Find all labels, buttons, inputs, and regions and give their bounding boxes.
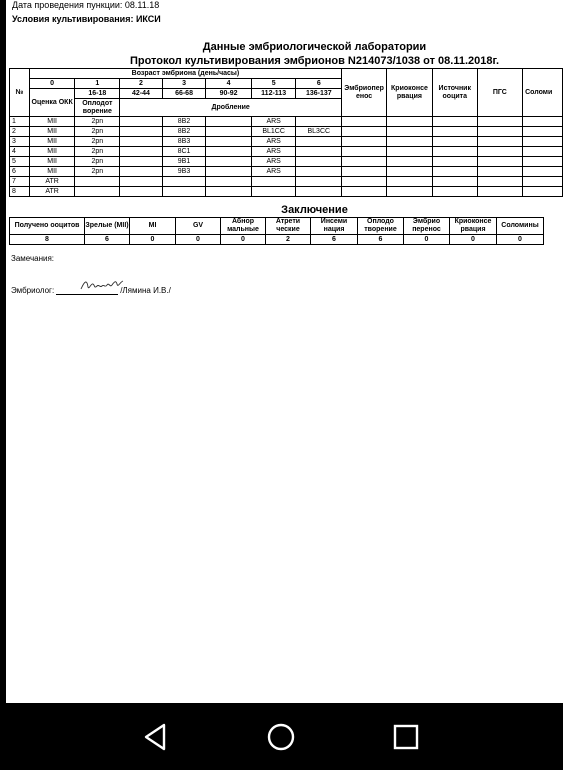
cell-n: 7 <box>10 177 30 187</box>
cell-d4 <box>206 177 252 187</box>
cell-okk: MII <box>29 147 75 157</box>
cryo-header: Криоконсе рвация <box>387 69 433 117</box>
conclusion-value: 0 <box>176 235 221 245</box>
puncture-date: Дата проведения пункции: 08.11.18 <box>12 0 160 10</box>
conclusion-header: Абнор мальные <box>221 218 266 235</box>
cell-empty <box>342 147 387 157</box>
day-header: 2 <box>120 79 163 89</box>
conclusion-value: 0 <box>404 235 450 245</box>
cell-d5: ARS <box>251 157 296 167</box>
document-page <box>6 0 563 703</box>
cell-d2 <box>120 177 163 187</box>
cell-empty <box>432 157 477 167</box>
cell-d2 <box>120 117 163 127</box>
cell-d3 <box>162 177 206 187</box>
cell-d6 <box>296 117 342 127</box>
cell-d5: ARS <box>251 117 296 127</box>
cell-d3: 8B2 <box>162 117 206 127</box>
cell-empty <box>477 117 522 127</box>
cell-empty <box>342 187 387 197</box>
table-row <box>10 117 563 127</box>
straws-header: Соломи <box>523 69 563 117</box>
cell-d3: 9B3 <box>162 167 206 177</box>
hours-header: 112-113 <box>251 89 296 99</box>
cultivation-conditions: Условия культивирования: ИКСИ <box>12 14 161 24</box>
cell-empty <box>342 127 387 137</box>
cell-d2 <box>120 187 163 197</box>
cell-d6 <box>296 137 342 147</box>
cell-n: 1 <box>10 117 30 127</box>
home-icon[interactable] <box>265 721 297 753</box>
hours-header: 136-137 <box>296 89 342 99</box>
cell-empty <box>342 117 387 127</box>
cell-d2 <box>120 157 163 167</box>
cell-d1 <box>75 187 120 197</box>
day-header: 6 <box>296 79 342 89</box>
cell-empty <box>387 147 433 157</box>
cell-empty <box>523 167 563 177</box>
cell-d3: 8B3 <box>162 137 206 147</box>
conclusion-header: Соломины <box>497 218 544 235</box>
cell-d6 <box>296 147 342 157</box>
cell-d5: ARS <box>251 167 296 177</box>
cell-empty <box>477 127 522 137</box>
cell-empty <box>387 127 433 137</box>
cell-empty <box>387 167 433 177</box>
cell-empty <box>523 187 563 197</box>
conclusion-header: Эмбрио перенос <box>404 218 450 235</box>
conclusion-header: Зрелые (MII) <box>85 218 130 235</box>
cell-d4 <box>206 187 252 197</box>
cell-okk: ATR <box>29 187 75 197</box>
cell-d1 <box>75 177 120 187</box>
day-header: 1 <box>75 79 120 89</box>
cell-d4 <box>206 167 252 177</box>
cell-d2 <box>120 147 163 157</box>
conclusion-value: 6 <box>85 235 130 245</box>
navigation-bar <box>0 703 563 770</box>
cell-empty <box>477 157 522 167</box>
table-row <box>10 127 563 137</box>
cell-empty <box>477 167 522 177</box>
cell-empty <box>342 137 387 147</box>
no-header: № <box>10 69 30 117</box>
cell-d2 <box>120 127 163 137</box>
notes-label: Замечания: <box>11 254 55 263</box>
cell-empty <box>477 137 522 147</box>
cell-d1: 2pn <box>75 137 120 147</box>
cleavage-header: Дробление <box>120 99 342 117</box>
conclusion-value: 6 <box>358 235 404 245</box>
cell-d3: 9B1 <box>162 157 206 167</box>
cell-empty <box>387 187 433 197</box>
conclusion-table <box>9 217 544 245</box>
cell-d5 <box>251 177 296 187</box>
cell-d1: 2pn <box>75 157 120 167</box>
cell-empty <box>523 147 563 157</box>
embryologist-name: /Лямина И.В./ <box>120 286 171 295</box>
cell-d6 <box>296 187 342 197</box>
fert-header: Оплодот ворение <box>75 99 120 117</box>
cell-n: 2 <box>10 127 30 137</box>
conclusion-header: Получено ооцитов <box>10 218 85 235</box>
hours-header: 90-92 <box>206 89 252 99</box>
table-row <box>10 177 563 187</box>
day-header: 5 <box>251 79 296 89</box>
embryologist-line <box>11 286 171 295</box>
cell-empty <box>523 177 563 187</box>
cell-d5 <box>251 187 296 197</box>
cell-empty <box>342 167 387 177</box>
hours-header: 42-44 <box>120 89 163 99</box>
conclusion-value: 0 <box>450 235 497 245</box>
cell-empty <box>477 147 522 157</box>
cell-d1: 2pn <box>75 147 120 157</box>
cell-empty <box>432 177 477 187</box>
cell-empty <box>477 187 522 197</box>
table-row <box>10 137 563 147</box>
embryo-table <box>9 68 563 197</box>
day-header: 4 <box>206 79 252 89</box>
cell-empty <box>432 137 477 147</box>
table-row <box>10 147 563 157</box>
conclusion-header: Атрети ческие <box>266 218 311 235</box>
conclusion-value: 2 <box>266 235 311 245</box>
pgs-header: ПГС <box>477 69 522 117</box>
protocol-title: Протокол культивирования эмбрионов N214073/1038 от 08.11.2018г. <box>129 55 500 67</box>
cell-d1: 2pn <box>75 117 120 127</box>
back-icon[interactable] <box>140 721 172 753</box>
cell-n: 5 <box>10 157 30 167</box>
conclusion-header: Оплодо творение <box>358 218 404 235</box>
cell-okk: ATR <box>29 177 75 187</box>
cell-d6 <box>296 167 342 177</box>
day-header: 3 <box>162 79 206 89</box>
table-row <box>10 187 563 197</box>
signature-line <box>56 286 118 295</box>
cell-empty <box>523 117 563 127</box>
cell-empty <box>432 187 477 197</box>
cell-empty <box>523 137 563 147</box>
cell-empty <box>432 147 477 157</box>
cell-okk: MII <box>29 167 75 177</box>
conclusion-value: 8 <box>10 235 85 245</box>
conclusion-header: GV <box>176 218 221 235</box>
cell-d3: 8C1 <box>162 147 206 157</box>
embryologist-label: Эмбриолог: <box>11 286 55 295</box>
conclusion-value: 0 <box>130 235 176 245</box>
recents-icon[interactable] <box>390 721 422 753</box>
cell-empty <box>387 177 433 187</box>
cell-n: 6 <box>10 167 30 177</box>
conclusion-value: 6 <box>311 235 358 245</box>
cell-empty <box>432 167 477 177</box>
transfer-header: Эмбриопер енос <box>342 69 387 117</box>
conclusion-value: 0 <box>221 235 266 245</box>
cell-empty <box>432 117 477 127</box>
cell-d4 <box>206 157 252 167</box>
conclusion-title: Заключение <box>281 204 348 216</box>
conclusion-header: Инсеми нация <box>311 218 358 235</box>
cell-n: 3 <box>10 137 30 147</box>
cell-d1: 2pn <box>75 167 120 177</box>
age-header: Возраст эмбриона (день/часы) <box>29 69 341 79</box>
cell-empty <box>523 127 563 137</box>
cell-empty <box>432 127 477 137</box>
cell-d5: ARS <box>251 147 296 157</box>
cell-empty <box>342 157 387 167</box>
conclusion-header: Криоконсе рвация <box>450 218 497 235</box>
cell-d4 <box>206 117 252 127</box>
hours-header: 16-18 <box>75 89 120 99</box>
okk-header: Оценка ОКК <box>29 89 75 117</box>
cell-d5: BL1CC <box>251 127 296 137</box>
source-header: Источник ооцита <box>432 69 477 117</box>
hours-header: 66-68 <box>162 89 206 99</box>
lab-title: Данные эмбриологической лаборатории <box>202 41 427 53</box>
cell-empty <box>387 157 433 167</box>
cell-d2 <box>120 167 163 177</box>
cell-d6 <box>296 157 342 167</box>
cell-empty <box>477 177 522 187</box>
conclusion-value: 0 <box>497 235 544 245</box>
cell-empty <box>342 177 387 187</box>
cell-empty <box>523 157 563 167</box>
day-header: 0 <box>29 79 75 89</box>
cell-empty <box>387 117 433 127</box>
cell-d4 <box>206 127 252 137</box>
cell-d3: 8B2 <box>162 127 206 137</box>
cell-d4 <box>206 137 252 147</box>
table-row <box>10 157 563 167</box>
cell-n: 8 <box>10 187 30 197</box>
conclusion-header: MI <box>130 218 176 235</box>
cell-empty <box>387 137 433 147</box>
cell-okk: MII <box>29 137 75 147</box>
cell-d1: 2pn <box>75 127 120 137</box>
cell-d4 <box>206 147 252 157</box>
cell-okk: MII <box>29 127 75 137</box>
cell-d5: ARS <box>251 137 296 147</box>
cell-d2 <box>120 137 163 147</box>
table-row <box>10 167 563 177</box>
cell-d3 <box>162 187 206 197</box>
cell-d6: BL3CC <box>296 127 342 137</box>
cell-okk: MII <box>29 157 75 167</box>
cell-n: 4 <box>10 147 30 157</box>
cell-d6 <box>296 177 342 187</box>
cell-okk: MII <box>29 117 75 127</box>
